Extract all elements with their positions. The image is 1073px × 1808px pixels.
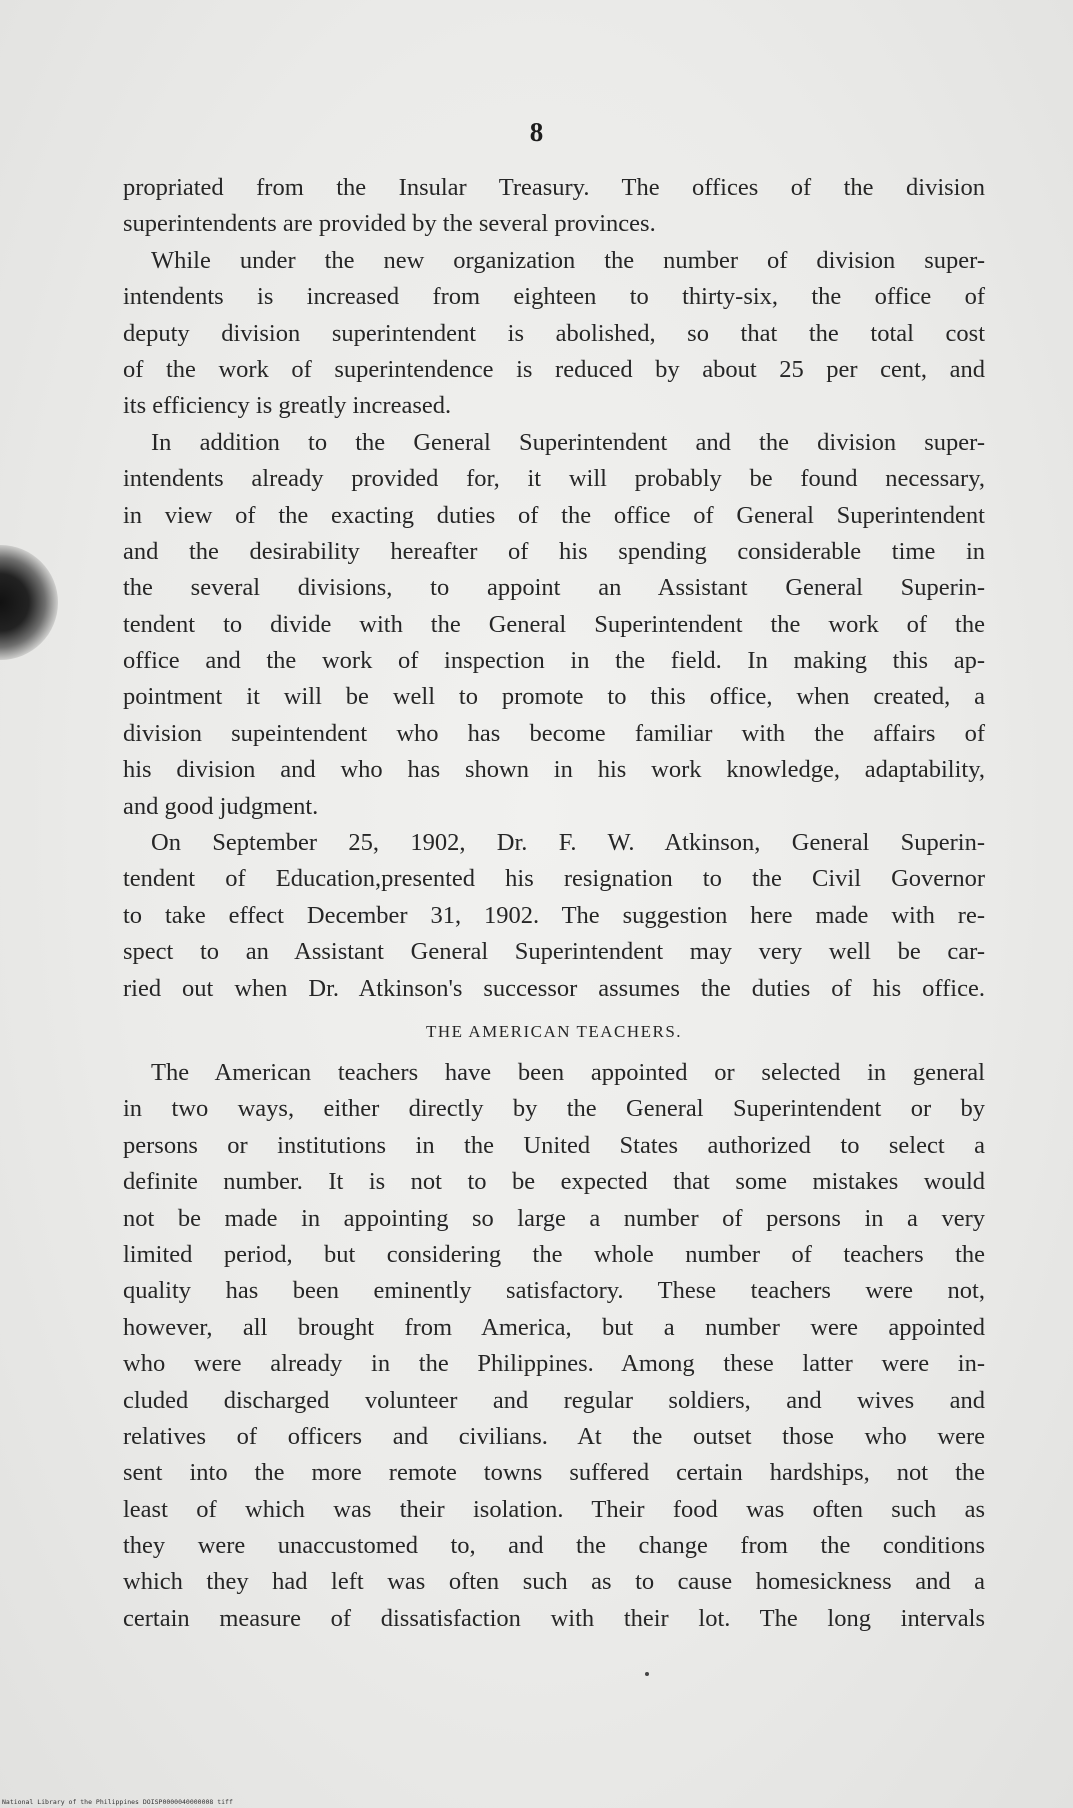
text-line: While under the new organization the number of division super-	[151, 246, 985, 274]
text-line: limited period, but considering the whole number of teachers the	[123, 1240, 985, 1268]
text-line: in view of the exacting duties of the office of General Superintendent	[123, 501, 985, 529]
text-line: intendents is increased from eighteen to thirty-six, the office of	[123, 283, 985, 311]
text-line: they were unaccustomed to, and the change from the conditions	[123, 1532, 985, 1560]
text-line: and good judgment.	[123, 792, 319, 820]
text-line: which they had left was often such as to cause homesickness and a	[123, 1568, 985, 1596]
text-line: propriated from the Insular Treasury. The offices of the division	[123, 174, 985, 201]
paragraph-group-1	[123, 170, 985, 1007]
text-line: and the desirability hereafter of his spending considerable time in	[123, 537, 985, 565]
text-line: On September 25, 1902, Dr. F. W. Atkinson, General Superin-	[151, 829, 985, 857]
text-line: office and the work of inspection in the field. In making this ap-	[123, 647, 985, 675]
text-line: persons or institutions in the United States authorized to select a	[123, 1131, 985, 1159]
text-line: In addition to the General Superintendent and the division super-	[151, 428, 985, 456]
page-number: 8	[529, 117, 544, 147]
text-line: The American teachers have been appointed or selected in general	[151, 1058, 985, 1086]
text-line: sent into the more remote towns suffered certain hardships, not the	[123, 1459, 985, 1487]
text-line: spect to an Assistant General Superintendent may very well be car-	[123, 938, 985, 966]
text-line: tendent of Education,presented his resignation to the Civil Governor	[123, 865, 985, 893]
text-line: relatives of officers and civilians. At the outset those who were	[123, 1422, 985, 1450]
text-line: not be made in appointing so large a number of persons in a very	[123, 1204, 985, 1232]
text-line: the several divisions, to appoint an Assistant General Superin-	[123, 574, 985, 602]
paragraph-group-2	[123, 1055, 985, 1637]
body-text	[123, 170, 985, 1637]
text-line: who were already in the Philippines. Among these latter were in-	[123, 1350, 985, 1378]
text-line: of the work of superintendence is reduced by about 25 per cent, and	[123, 355, 985, 383]
text-line: tendent to divide with the General Superintendent the work of the	[123, 610, 985, 638]
text-line: in two ways, either directly by the General Superintendent or by	[123, 1095, 985, 1123]
text-line: quality has been eminently satisfactory. These teachers were not,	[123, 1277, 985, 1305]
text-line: division supeintendent who has become familiar with the affairs of	[123, 719, 985, 747]
text-line: definite number. It is not to be expected that some mistakes would	[123, 1168, 985, 1196]
section-heading: THE AMERICAN TEACHERS.	[425, 1021, 683, 1041]
text-line: certain measure of dissatisfaction with their lot. The long intervals	[123, 1604, 985, 1632]
text-line: cluded discharged volunteer and regular soldiers, and wives and	[123, 1386, 985, 1414]
scan-speck	[645, 1672, 649, 1676]
text-line: its efficiency is greatly increased.	[123, 392, 452, 420]
text-line: however, all brought from America, but a number were appointed	[123, 1313, 985, 1341]
page-edge-shadow	[0, 545, 58, 660]
text-line: superintendents are provided by the several provinces.	[123, 210, 656, 238]
text-line: deputy division superintendent is abolished, so that the total cost	[123, 319, 985, 347]
text-line: least of which was their isolation. Their food was often such as	[123, 1495, 985, 1523]
text-line: intendents already provided for, it will probably be found necessary,	[123, 465, 985, 493]
scan-footer-label: National Library of the Philippines DOISP0000040000008 tiff	[2, 1798, 233, 1806]
text-line: his division and who has shown in his work knowledge, adaptability,	[123, 756, 985, 784]
text-line: pointment it will be well to promote to this office, when created, a	[123, 683, 985, 711]
text-line: to take effect December 31, 1902. The suggestion here made with re-	[123, 901, 985, 929]
text-line: ried out when Dr. Atkinson's successor assumes the duties of his office.	[123, 974, 985, 1002]
